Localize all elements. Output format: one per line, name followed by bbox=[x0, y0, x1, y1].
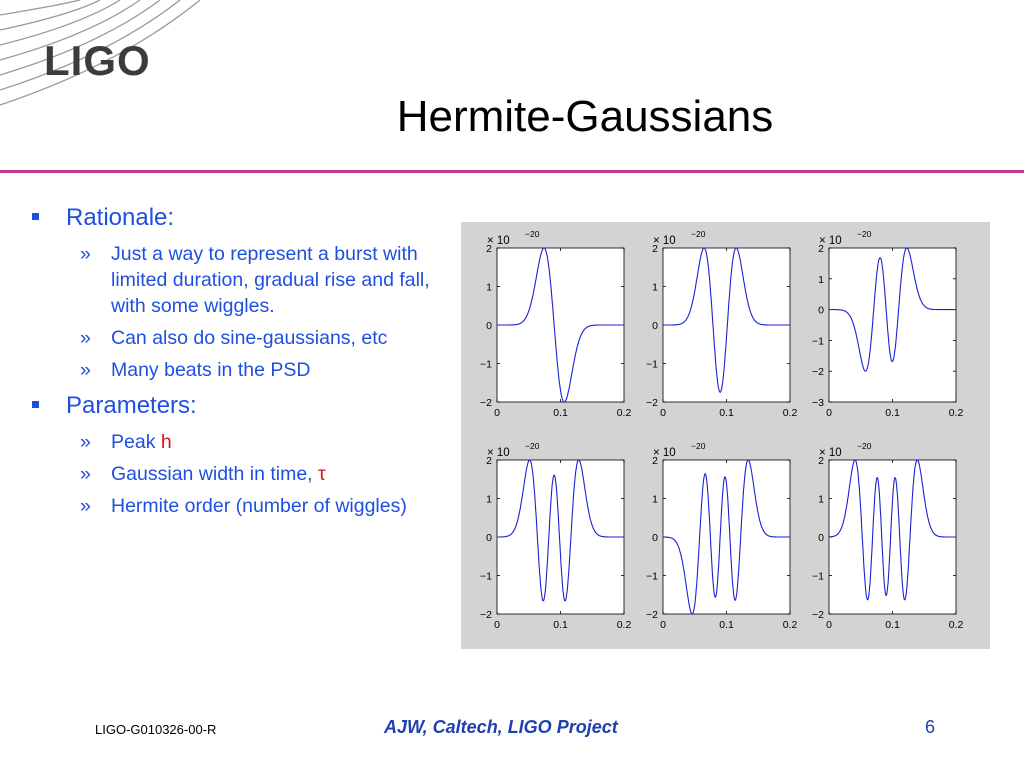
sub-item-text: Gaussian width in time, bbox=[111, 463, 319, 485]
y-tick-label: −2 bbox=[480, 397, 492, 409]
plot-area bbox=[829, 248, 956, 402]
y-tick-label: 0 bbox=[486, 532, 492, 544]
exponent-label: × 10 bbox=[653, 447, 676, 459]
exponent-power: −20 bbox=[691, 441, 706, 451]
plot-panel-1 bbox=[480, 229, 631, 419]
y-tick-label: 2 bbox=[818, 455, 824, 467]
x-tick-label: 0.2 bbox=[948, 407, 964, 419]
exponent-power: −20 bbox=[525, 229, 540, 239]
y-tick-label: −2 bbox=[812, 609, 824, 621]
sub-item bbox=[28, 325, 448, 351]
ligo-logo: LIGO bbox=[44, 37, 151, 84]
exponent-label: × 10 bbox=[487, 447, 510, 459]
y-tick-label: 1 bbox=[486, 493, 492, 506]
y-tick-label: 0 bbox=[818, 532, 824, 544]
symbol-h: h bbox=[160, 431, 172, 453]
exponent-label: × 10 bbox=[819, 235, 842, 247]
square-bullet-icon bbox=[32, 401, 39, 408]
exponent-power: −20 bbox=[857, 441, 872, 451]
plot-panel-2 bbox=[646, 229, 797, 419]
y-tick-label: −2 bbox=[812, 366, 824, 379]
document-id: LIGO-G010326-00-R bbox=[95, 722, 217, 737]
plot-panel-5 bbox=[646, 441, 797, 631]
x-tick-label: 0.2 bbox=[616, 407, 632, 419]
plot-panel-4 bbox=[480, 441, 631, 631]
x-tick-label: 0.2 bbox=[616, 619, 632, 631]
x-tick-label: 0 bbox=[660, 407, 666, 419]
bullet-rationale bbox=[28, 203, 448, 233]
y-tick-label: 1 bbox=[818, 273, 824, 286]
exponent-power: −20 bbox=[691, 229, 706, 239]
parameter-subitems bbox=[28, 429, 448, 519]
bullet-parameters bbox=[28, 391, 448, 421]
exponent-power: −20 bbox=[525, 441, 540, 451]
sub-item bbox=[28, 429, 448, 455]
title-divider bbox=[0, 170, 1024, 173]
sub-item bbox=[28, 241, 448, 319]
slide-title: Hermite-Gaussians bbox=[396, 92, 774, 141]
square-bullet-icon bbox=[32, 213, 39, 220]
exponent-label: × 10 bbox=[487, 235, 510, 247]
y-tick-label: −1 bbox=[812, 335, 824, 348]
y-tick-label: −2 bbox=[646, 397, 658, 409]
chevron-bullet-icon: » bbox=[80, 495, 91, 517]
x-tick-label: 0.1 bbox=[553, 407, 568, 419]
hermite-gaussian-figure bbox=[461, 222, 990, 649]
sub-item-text: Many beats in the PSD bbox=[111, 359, 311, 381]
chevron-bullet-icon: » bbox=[80, 359, 91, 381]
chevron-bullet-icon: » bbox=[80, 463, 91, 485]
bullet-list bbox=[28, 203, 448, 527]
sub-item-text: Just a way to represent a burst with limited duration, gradual rise and fall, with some wiggles. bbox=[111, 243, 430, 317]
x-tick-label: 0 bbox=[660, 619, 666, 631]
y-tick-label: −2 bbox=[646, 609, 658, 621]
sub-item bbox=[28, 357, 448, 383]
y-tick-label: −1 bbox=[480, 358, 492, 371]
x-tick-label: 0 bbox=[494, 619, 500, 631]
y-tick-label: 0 bbox=[486, 320, 492, 332]
y-tick-label: 2 bbox=[486, 455, 492, 467]
y-tick-label: −1 bbox=[480, 570, 492, 583]
bullet-label: Rationale: bbox=[66, 204, 175, 231]
plot-panel-6 bbox=[812, 441, 963, 631]
chevron-bullet-icon: » bbox=[80, 327, 91, 349]
plot-area bbox=[829, 460, 956, 614]
x-tick-label: 0.1 bbox=[885, 407, 900, 419]
x-tick-label: 0.1 bbox=[885, 619, 900, 631]
y-tick-label: 2 bbox=[652, 455, 658, 467]
x-tick-label: 0.1 bbox=[719, 619, 734, 631]
chevron-bullet-icon: » bbox=[80, 243, 91, 265]
chevron-bullet-icon: » bbox=[80, 431, 91, 453]
y-tick-label: 0 bbox=[652, 320, 658, 332]
y-tick-label: 2 bbox=[486, 243, 492, 255]
sub-item-text: Can also do sine-gaussians, etc bbox=[111, 327, 388, 349]
y-tick-label: 0 bbox=[652, 532, 658, 544]
sub-item bbox=[28, 493, 448, 519]
rationale-subitems bbox=[28, 241, 448, 383]
y-tick-label: 1 bbox=[486, 281, 492, 294]
x-tick-label: 0 bbox=[826, 619, 832, 631]
x-tick-label: 0.1 bbox=[719, 407, 734, 419]
x-tick-label: 0 bbox=[826, 407, 832, 419]
footer-credit: AJW, Caltech, LIGO Project bbox=[384, 717, 618, 737]
y-tick-label: 1 bbox=[652, 493, 658, 506]
page-number: 6 bbox=[925, 717, 936, 737]
y-tick-label: −1 bbox=[646, 358, 658, 371]
bullet-label: Parameters: bbox=[66, 392, 197, 419]
exponent-power: −20 bbox=[857, 229, 872, 239]
exponent-label: × 10 bbox=[653, 235, 676, 247]
y-tick-label: 1 bbox=[818, 493, 824, 506]
sub-item bbox=[28, 461, 448, 487]
sub-item-text: Hermite order (number of wiggles) bbox=[111, 495, 407, 517]
x-tick-label: 0 bbox=[494, 407, 500, 419]
symbol-tau: τ bbox=[318, 463, 326, 485]
x-tick-label: 0.2 bbox=[948, 619, 964, 631]
x-tick-label: 0.2 bbox=[782, 407, 798, 419]
x-tick-label: 0.2 bbox=[782, 619, 798, 631]
y-tick-label: 1 bbox=[652, 281, 658, 294]
y-tick-label: −2 bbox=[480, 609, 492, 621]
y-tick-label: −3 bbox=[812, 397, 824, 409]
y-tick-label: −1 bbox=[646, 570, 658, 583]
y-tick-label: 0 bbox=[818, 304, 824, 317]
y-tick-label: 2 bbox=[652, 243, 658, 255]
sub-item-text: Peak bbox=[111, 431, 161, 453]
y-tick-label: 2 bbox=[818, 243, 824, 255]
x-tick-label: 0.1 bbox=[553, 619, 568, 631]
plot-panel-3 bbox=[812, 229, 963, 419]
exponent-label: × 10 bbox=[819, 447, 842, 459]
y-tick-label: −1 bbox=[812, 570, 824, 583]
